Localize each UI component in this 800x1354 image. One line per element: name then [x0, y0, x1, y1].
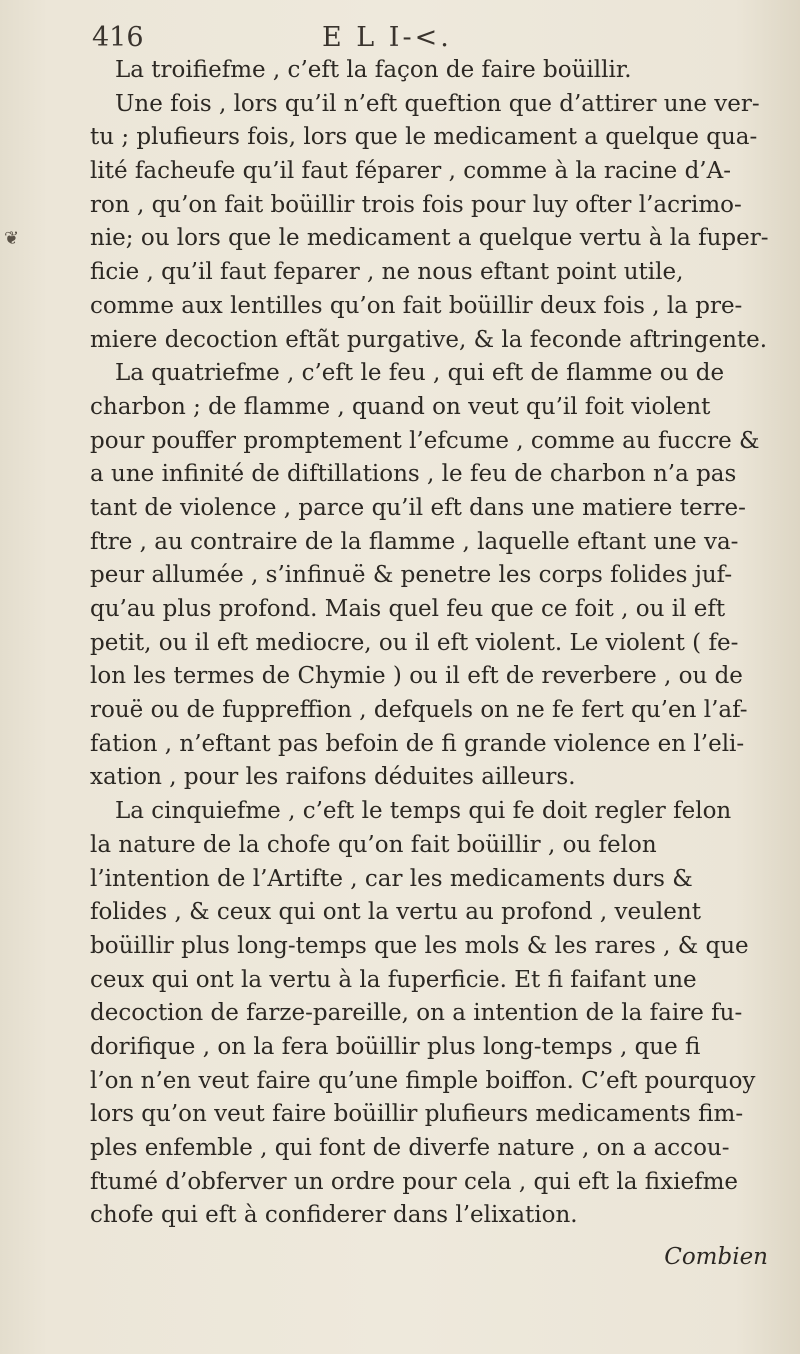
text-line: l’on n’en veut faire qu’une fimple boiffon. C’eft pourquoy — [90, 1067, 756, 1094]
text-line: Une fois , lors qu’il n’eft queftion que d’attirer une ver- — [115, 90, 760, 117]
text-line: ceux qui ont la vertu à la fuperficie. Et fi faifant une — [90, 966, 697, 993]
text-line: pour pouffer promptement l’efcume , comme au fuccre & — [90, 427, 760, 454]
text-line: nie; ou lors que le medicament a quelque vertu à la fuper- — [90, 225, 769, 252]
text-line: peur allumée , s’infinuë & penetre les corps folides juf- — [90, 562, 733, 589]
text-line: boüillir plus long-temps que les mols & les rares , & que — [90, 932, 749, 959]
text-line: folides , & ceux qui ont la vertu au profond , veulent — [90, 899, 701, 926]
text-line: l’intention de l’Artifte , car les medicaments durs & — [90, 865, 693, 892]
text-line: La cinquiefme , c’eft le temps qui fe doit regler felon — [115, 798, 732, 825]
text-line: a une infinité de diftillations , le feu de charbon n’a pas — [90, 461, 737, 488]
text-line: fation , n’eftant pas befoin de fi grande violence en l’eli- — [90, 730, 745, 757]
page-number: 416 — [92, 22, 144, 53]
text-line: xation , pour les raifons déduites ailleurs. — [90, 764, 576, 791]
margin-ornament-icon: ❦ — [4, 228, 20, 249]
running-head: E L I-<. — [322, 22, 452, 53]
text-line: chofe qui eft à confiderer dans l’elixation. — [90, 1202, 578, 1229]
text-line: ftre , au contraire de la flamme , laquelle eftant une va- — [90, 528, 739, 555]
text-line: ficie , qu’il faut feparer , ne nous eftant point utile, — [90, 259, 684, 286]
text-line: miere decoction eftãt purgative, & la feconde aftringente. — [90, 326, 768, 353]
text-line: dorifique , on la fera boüillir plus long-temps , que fi — [90, 1033, 701, 1060]
text-line: la nature de la chofe qu’on fait boüillir , ou felon — [90, 831, 657, 858]
text-line: qu’au plus profond. Mais quel feu que ce foit , ou il eft — [90, 596, 726, 622]
text-line: petit, ou il eft mediocre, ou il eft violent. Le violent ( fe- — [90, 629, 739, 656]
text-line: ftumé d’obferver un ordre pour cela , qui eft la fixiefme — [90, 1168, 739, 1195]
text-line: tu ; plufieurs fois, lors que le medicament a quelque qua- — [90, 124, 758, 151]
text-line: ples enfemble , qui font de diverfe nature , on a accou- — [90, 1135, 730, 1161]
text-line: decoction de farze-pareille, on a intention de la faire fu- — [90, 1000, 743, 1027]
text-line: lité facheufe qu’il faut féparer , comme à la racine d’A- — [90, 158, 731, 185]
text-line: tant de violence , parce qu’il eft dans une matiere terre- — [90, 494, 746, 521]
text-line: comme aux lentilles qu’on fait boüillir deux fois , la pre- — [90, 292, 743, 319]
page-header — [92, 22, 752, 58]
text-line: ron , qu’on fait boüillir trois fois pour luy ofter l’acrimo- — [90, 191, 742, 218]
text-line: lors qu’on veut faire boüillir plufieurs medicaments fim- — [90, 1101, 744, 1128]
body-text — [90, 54, 780, 1275]
text-line: lon les termes de Chymie ) ou il eft de reverbere , ou de — [90, 663, 743, 690]
text-line: charbon ; de flamme , quand on veut qu’il foit violent — [90, 393, 711, 420]
catchword: Combien — [664, 1244, 768, 1271]
text-line: La quatriefme , c’eft le feu , qui eft de flamme ou de — [115, 360, 725, 387]
text-line: La troifiefme , c’eft la façon de faire boüillir. — [115, 57, 632, 83]
text-line: rouë ou de fuppreffion , defquels on ne fe fert qu’en l’af- — [90, 697, 748, 724]
